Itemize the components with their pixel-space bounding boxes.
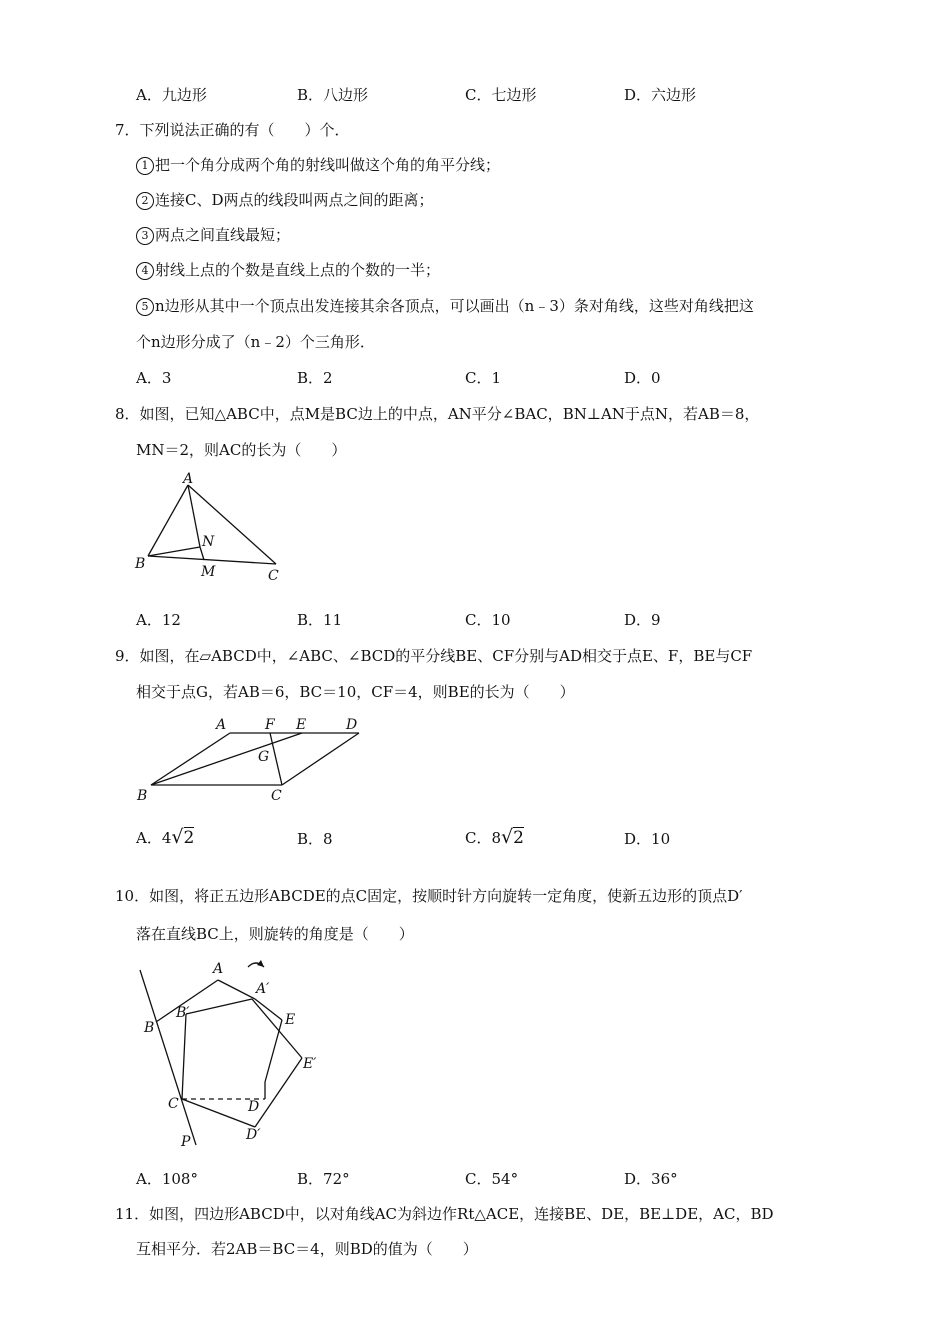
label-E: E [296,717,307,733]
statement-text: 射线上点的个数是直线上点的个数的一半； [155,261,441,279]
sqrt-icon: √ [171,826,184,848]
q9-stem-line2: 相交于点G，若AB＝6，BC＝10，CF＝4，则BE的长为（ ） [136,683,575,701]
q10-option-d[interactable]: D．36° [624,1170,678,1188]
statement-text: 把一个角分成两个角的射线叫做这个角的角平分线； [155,156,501,174]
label-B: B [137,788,148,804]
circled-number-icon: 1 [136,157,154,175]
label-A: A [183,471,194,487]
q7-statement-4 [136,259,440,281]
label-C: C [168,1096,179,1112]
label-P: P [181,1134,191,1150]
q10-option-a[interactable]: A．108° [136,1170,198,1188]
label-D: D [248,1099,260,1115]
circled-number-icon: 3 [136,227,154,245]
q6-option-d[interactable]: D．六边形 [624,86,697,104]
label-B: B [144,1020,155,1036]
q10-option-c[interactable]: C．54° [465,1170,519,1188]
q7-stem: 7．下列说法正确的有（ ）个． [115,121,350,139]
q7-statement-2 [136,189,434,211]
option-text: D．10 [624,830,671,848]
q9-option-a[interactable] [136,826,194,849]
q7-statement-3 [136,224,290,246]
q8-stem-line2: MN＝2，则AC的长为（ ） [136,441,347,459]
q6-option-c[interactable]: C．七边形 [465,86,537,104]
circled-number-icon: 2 [136,192,154,210]
label-N: N [202,534,215,550]
q7-statement-5-continuation: 个n边形分成了（n﹣2）个三角形． [136,333,375,351]
label-B: B [135,556,146,572]
statement-text: 两点之间直线最短； [155,226,291,244]
q9-option-d[interactable] [624,828,670,850]
q10-stem-line2: 落在直线BC上，则旋转的角度是（ ） [136,925,414,943]
q7-statement-5 [136,295,754,317]
label-G: G [258,749,270,765]
label-C: C [271,788,282,804]
q9-stem-line1: 9．如图，在▱ABCD中，∠ABC、∠BCD的平分线BE、CF分别与AD相交于点E、F，BE与CF [115,647,753,665]
q11-stem-line2: 互相平分．若2AB＝BC＝4，则BD的值为（ ） [136,1240,478,1258]
q8-option-a[interactable]: A．12 [136,611,181,629]
label-E-prime: E′ [303,1056,317,1072]
q6-option-a[interactable]: A．九边形 [136,86,207,104]
option-text: A．4 [136,829,172,847]
q9-option-c[interactable] [465,826,524,849]
q8-option-d[interactable]: D．9 [624,611,661,629]
label-B-prime: B′ [176,1005,190,1021]
q9-option-b[interactable] [297,828,333,850]
q8-option-c[interactable]: C．10 [465,611,511,629]
label-C: C [268,568,279,584]
q7-option-a[interactable]: A．3 [136,369,172,387]
q8-stem-line1: 8．如图，已知△ABC中，点M是BC边上的中点，AN平分∠BAC，BN⊥AN于点N，若AB＝8， [115,405,760,423]
q6-option-b[interactable]: B．八边形 [297,86,369,104]
q10-pentagon-figure [130,955,330,1150]
q10-option-b[interactable]: B．72° [297,1170,350,1188]
q7-option-b[interactable]: B．2 [297,369,333,387]
statement-text: n边形从其中一个顶点出发连接其余各顶点，可以画出（n﹣3）条对角线，这些对角线把这 [155,297,754,315]
q7-option-d[interactable]: D．0 [624,369,661,387]
radicand: 2 [513,828,524,848]
q7-statement-1 [136,154,500,176]
label-A: A [213,961,224,977]
q10-stem-line1: 10．如图，将正五边形ABCDE的点C固定，按顺时针方向旋转一定角度，使新五边形的顶点D′ [115,887,743,905]
label-D: D [346,717,358,733]
label-F: F [265,717,275,733]
circled-number-icon: 5 [136,298,154,316]
q7-option-c[interactable]: C．1 [465,369,502,387]
q8-option-b[interactable]: B．11 [297,611,343,629]
option-text: B．8 [297,830,333,848]
option-text: C．8 [465,829,502,847]
label-A-prime: A′ [256,981,270,997]
q11-stem-line1: 11．如图，四边形ABCD中，以对角线AC为斜边作Rt△ACE，连接BE、DE，BE⊥DE，AC，BD [115,1205,774,1223]
label-M: M [201,564,216,580]
q8-triangle-figure [128,468,298,588]
statement-text: 连接C、D两点的线段叫两点之间的距离； [155,191,434,209]
label-E: E [285,1012,296,1028]
label-D-prime: D′ [246,1127,261,1143]
radicand: 2 [183,828,195,848]
label-A: A [216,717,227,733]
circled-number-icon: 4 [136,262,154,280]
q9-parallelogram-figure [130,712,370,804]
sqrt-icon: √ [501,826,514,848]
